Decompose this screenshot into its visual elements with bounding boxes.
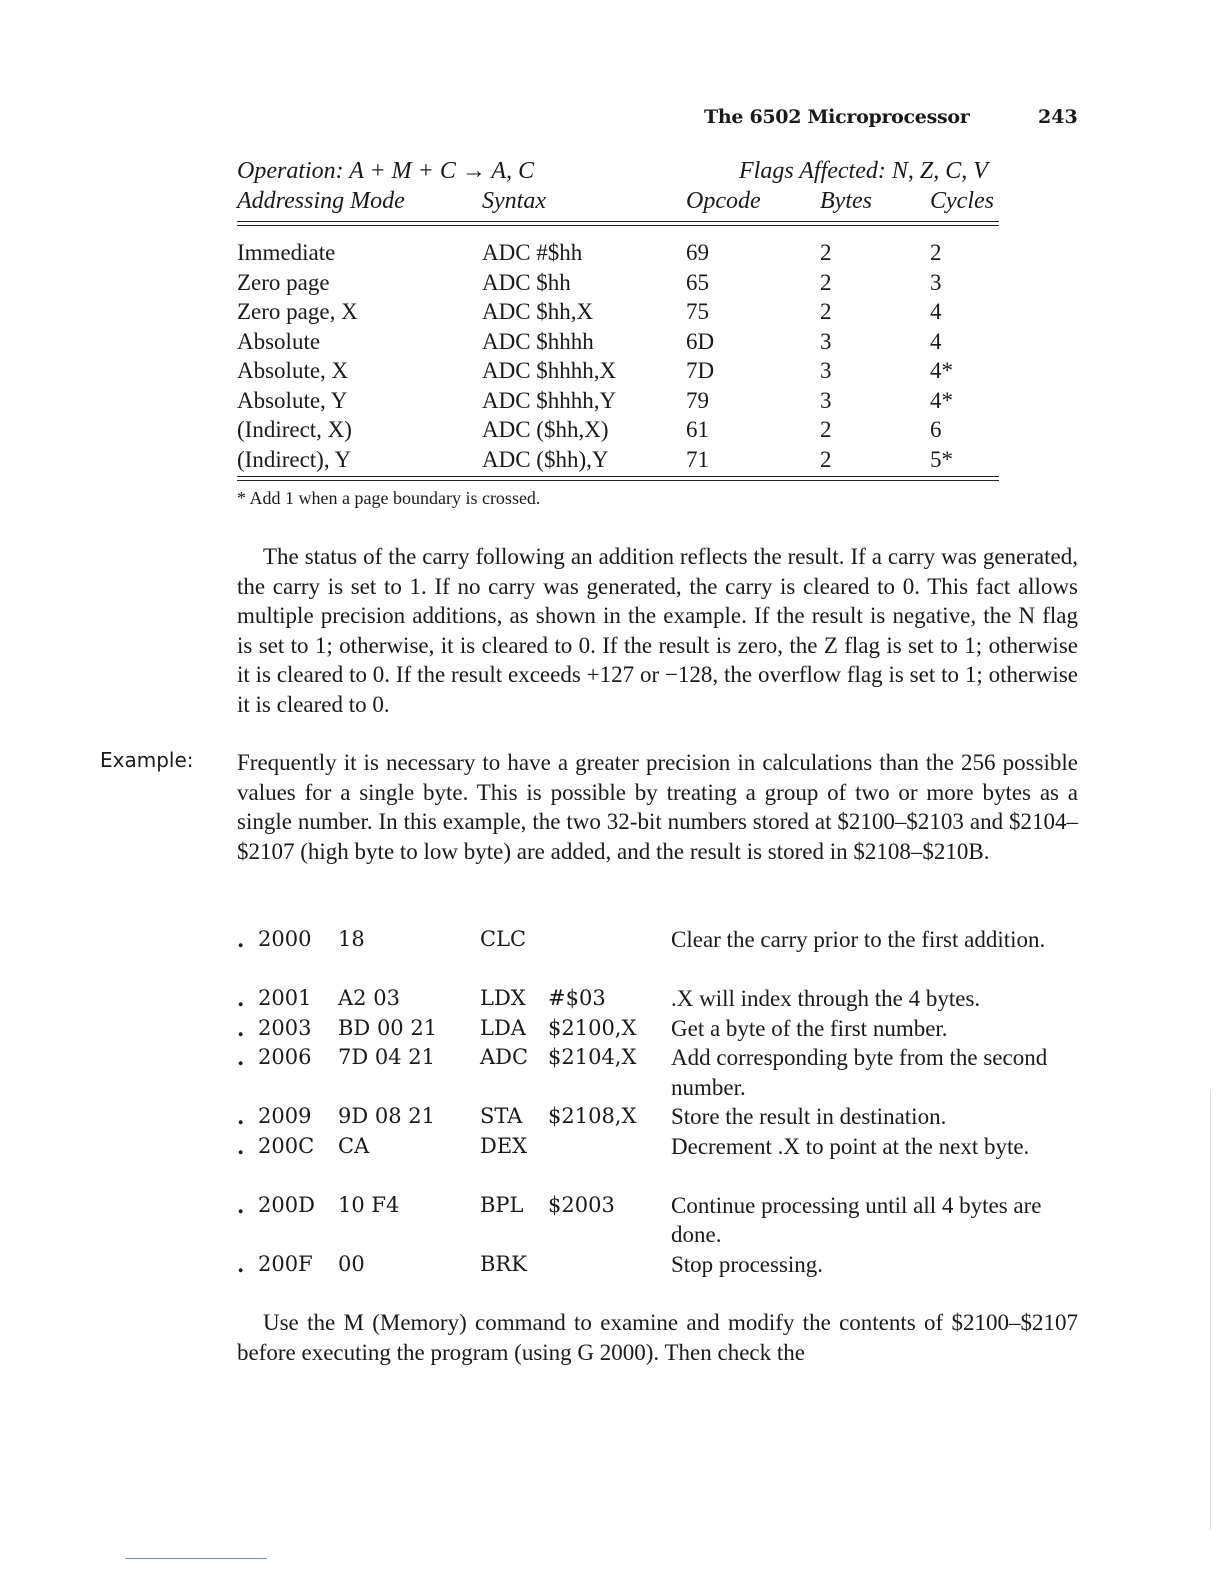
page-edge <box>1210 1090 1211 1530</box>
code-dot: . <box>237 1104 245 1129</box>
closing-paragraph: Use the M (Memory) command to examine and modify the contents of $2100–$2107 before executing the program (using G 2000). Then check the <box>237 1310 1078 1365</box>
code-addr: 200D <box>258 1192 315 1217</box>
bytes-cell: 3 <box>820 328 832 354</box>
flags-affected: Flags Affected: N, Z, C, V <box>739 158 988 184</box>
cycles-cell: 6 <box>930 417 942 442</box>
col-bytes: Bytes <box>820 188 872 214</box>
opcode-cell: 6D <box>686 328 715 354</box>
code-comment: Decrement .X to point at the next byte. <box>671 1133 1030 1159</box>
code-addr: 200C <box>258 1133 315 1158</box>
code-bytes: A2 03 <box>338 986 400 1010</box>
cycles-cell: 2 <box>930 240 942 265</box>
syntax-cell: ADC $hh <box>482 269 571 295</box>
footer-rule <box>125 1558 267 1559</box>
code-bytes: 00 <box>338 1251 365 1276</box>
code-operand: $2100,X <box>548 1015 637 1040</box>
table-row <box>237 388 1007 418</box>
code-mnemonic: BPL <box>480 1192 524 1217</box>
col-cycles: Cycles <box>930 188 994 214</box>
code-comment: Add corresponding byte from the second number. <box>671 1045 1048 1100</box>
code-dot: . <box>237 927 245 952</box>
cycles-cell: 3 <box>930 269 942 295</box>
code-addr: 2006 <box>258 1045 312 1069</box>
code-mnemonic: LDX <box>480 986 526 1010</box>
opcode-cell: 75 <box>686 299 709 324</box>
addressing-mode-cell: Zero page, X <box>237 299 358 324</box>
syntax-cell: ADC $hh,X <box>482 299 594 324</box>
code-operand: $2104,X <box>548 1045 637 1069</box>
cycles-cell: 4 <box>930 299 942 324</box>
bytes-cell: 2 <box>820 240 832 265</box>
code-addr: 2009 <box>258 1104 312 1128</box>
syntax-cell: ADC #$hh <box>482 240 583 265</box>
syntax-cell: ADC ($hh,X) <box>482 417 609 442</box>
operation-formula: Operation: A + M + C → A, C <box>237 158 535 184</box>
syntax-cell: ADC $hhhh,Y <box>482 387 617 413</box>
opcode-cell: 7D <box>686 358 715 383</box>
table-row <box>237 329 1007 359</box>
code-dot: . <box>237 1015 245 1041</box>
table-row <box>237 417 1007 447</box>
carry-paragraph: The status of the carry following an addition reflects the result. If a carry was generated, the carry is set to 1. If no carry was generated, the carry is cleared to 0. This fact allows multiple precision additions, as shown in the example. If the result is negative, the N flag is set to 1; otherwise, it is cleared to 0. If the result is zero, the Z flag is set to 1; otherwise it is cleared to 0. If the result exceeds +127 or −128, the overflow flag is set to 1; otherwise it is cleared to 0. <box>237 544 1078 717</box>
code-bytes: 18 <box>338 927 365 951</box>
addressing-mode-cell: Immediate <box>237 240 336 265</box>
code-bytes: 7D 04 21 <box>338 1045 435 1069</box>
table-row <box>237 240 1007 270</box>
opcode-cell: 61 <box>686 417 709 442</box>
syntax-cell: ADC $hhhh,X <box>482 358 617 383</box>
bytes-cell: 2 <box>820 417 832 442</box>
opcode-cell: 71 <box>686 446 709 472</box>
code-comment: Store the result in destination. <box>671 1104 947 1129</box>
code-operand: $2108,X <box>548 1104 637 1128</box>
code-addr: 2003 <box>258 1015 312 1040</box>
opcode-cell: 65 <box>686 269 709 295</box>
addressing-mode-cell: Zero page <box>237 269 330 295</box>
table-rule <box>237 480 999 481</box>
code-comment: .X will index through the 4 bytes. <box>671 986 981 1011</box>
code-comment: Clear the carry prior to the first addition. <box>671 927 1046 952</box>
page-number: 243 <box>1038 106 1078 128</box>
table-row <box>237 270 1007 300</box>
addressing-mode-cell: (Indirect), Y <box>237 446 352 472</box>
opcode-cell: 79 <box>686 387 709 413</box>
syntax-cell: ADC $hhhh <box>482 328 594 354</box>
code-mnemonic: STA <box>480 1104 523 1128</box>
cycles-cell: 4* <box>930 387 953 413</box>
table-footnote: * Add 1 when a page boundary is crossed. <box>237 488 541 508</box>
code-mnemonic: ADC <box>480 1045 529 1069</box>
code-comment: Get a byte of the first number. <box>671 1015 948 1041</box>
cycles-cell: 4* <box>930 358 953 383</box>
syntax-cell: ADC ($hh),Y <box>482 446 609 472</box>
addressing-mode-cell: Absolute, X <box>237 358 349 383</box>
example-label: Example: <box>100 748 194 772</box>
addressing-mode-cell: Absolute, Y <box>237 387 348 413</box>
code-bytes: 9D 08 21 <box>338 1104 435 1128</box>
bytes-cell: 3 <box>820 387 832 413</box>
code-dot: . <box>237 986 245 1011</box>
code-comment: Stop processing. <box>671 1251 824 1277</box>
table-rule <box>237 225 999 226</box>
col-addressing-mode: Addressing Mode <box>237 188 405 214</box>
addressing-mode-cell: (Indirect, X) <box>237 417 352 442</box>
code-bytes: BD 00 21 <box>338 1015 438 1040</box>
code-operand: $2003 <box>548 1192 615 1217</box>
code-dot: . <box>237 1251 245 1277</box>
code-addr: 2000 <box>258 927 312 951</box>
bytes-cell: 2 <box>820 446 832 472</box>
code-mnemonic: CLC <box>480 927 527 951</box>
col-syntax: Syntax <box>482 188 546 214</box>
cycles-cell: 4 <box>930 328 942 354</box>
code-comment: Continue processing until all 4 bytes are done. <box>671 1192 1042 1247</box>
code-bytes: 10 F4 <box>338 1192 400 1217</box>
cycles-cell: 5* <box>930 446 953 472</box>
code-addr: 2001 <box>258 986 312 1010</box>
addressing-mode-cell: Absolute <box>237 328 321 354</box>
table-row <box>237 299 1007 329</box>
opcode-cell: 69 <box>686 240 709 265</box>
table-rule <box>237 221 999 222</box>
table-row <box>237 358 1007 388</box>
code-bytes: CA <box>338 1133 370 1158</box>
code-dot: . <box>237 1192 245 1218</box>
code-mnemonic: LDA <box>480 1015 526 1040</box>
col-opcode: Opcode <box>686 188 761 214</box>
running-header-title: The 6502 Microprocessor <box>704 106 970 128</box>
code-addr: 200F <box>258 1251 313 1276</box>
bytes-cell: 2 <box>820 299 832 324</box>
code-mnemonic: BRK <box>480 1251 527 1276</box>
example-text: Frequently it is necessary to have a greater precision in calculations than the 256 possible values for a single byte. This is possible by treating a group of two or more bytes as a single number. In this example, the two 32-bit numbers stored at $2100–$2103 and $2104–$2107 (high byte to low byte) are added, and the result is stored in $2108–$210B. <box>237 750 1078 864</box>
bytes-cell: 3 <box>820 358 832 383</box>
table-rule <box>237 476 999 477</box>
code-mnemonic: DEX <box>480 1133 528 1158</box>
table-row <box>237 447 1007 477</box>
code-operand: #$03 <box>548 986 606 1010</box>
table-header <box>237 188 1007 218</box>
bytes-cell: 2 <box>820 269 832 295</box>
code-dot: . <box>237 1045 245 1070</box>
code-dot: . <box>237 1133 245 1159</box>
